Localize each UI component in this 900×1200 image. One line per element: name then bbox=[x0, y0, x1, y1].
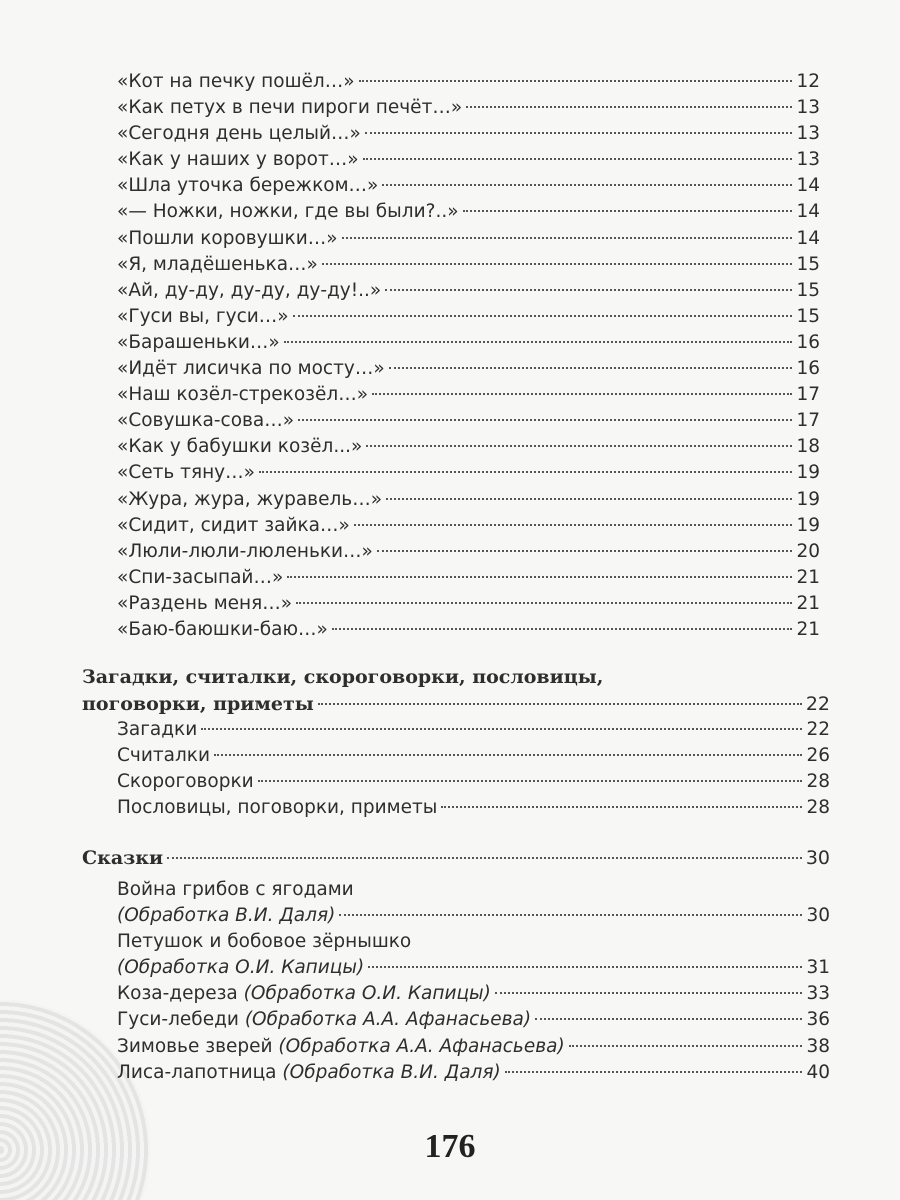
page-number: 176 bbox=[424, 1128, 476, 1165]
page-ref: 12 bbox=[796, 71, 820, 92]
dot-leader bbox=[342, 237, 793, 239]
page-ref: 26 bbox=[806, 745, 830, 767]
entry-title-text: «Ай, ду-ду, ду-ду, ду-ду!..» bbox=[117, 279, 382, 301]
entry-title-text: «Как у бабушки козёл...» bbox=[117, 436, 363, 458]
dot-leader bbox=[386, 498, 792, 500]
entry-title-text: «Люли-люли-люленьки…» bbox=[117, 540, 373, 562]
toc-entry[interactable] bbox=[0, 877, 830, 903]
dot-leader bbox=[382, 184, 792, 186]
entry-title bbox=[117, 617, 328, 643]
page-ref: 14 bbox=[796, 175, 820, 197]
toc-entry[interactable] bbox=[0, 539, 820, 565]
section-title: Сказки bbox=[82, 847, 164, 869]
toc-entry[interactable] bbox=[0, 304, 820, 330]
toc-entry[interactable] bbox=[0, 1007, 830, 1033]
entry-title-text: «Наш козёл-стрекозёл…» bbox=[117, 384, 369, 406]
toc-section-row[interactable] bbox=[82, 691, 830, 718]
entry-title-text: Считалки bbox=[117, 745, 211, 767]
entry-title bbox=[117, 795, 437, 821]
toc-entry[interactable] bbox=[0, 226, 820, 252]
toc-entry[interactable] bbox=[0, 903, 830, 929]
dot-leader bbox=[284, 341, 793, 343]
entry-title-text: «Раздень меня…» bbox=[117, 592, 293, 614]
entry-title-text: «Баю-баюшки-баю…» bbox=[117, 618, 328, 640]
toc-entry[interactable] bbox=[0, 434, 820, 460]
page-ref: 21 bbox=[796, 618, 820, 640]
entry-title bbox=[117, 565, 283, 591]
toc-section-tales bbox=[0, 845, 900, 1086]
entry-title bbox=[117, 95, 462, 121]
dot-leader bbox=[372, 393, 792, 395]
dot-leader bbox=[368, 966, 802, 968]
page-ref: 38 bbox=[806, 1035, 830, 1057]
entry-title bbox=[117, 304, 289, 330]
entry-title-text: «Как петух в печи пироги печёт…» bbox=[117, 97, 463, 119]
page-ref: 15 bbox=[796, 253, 820, 275]
entry-title bbox=[117, 69, 355, 95]
entry-title-text: «Гуси вы, гуси…» bbox=[117, 305, 289, 327]
entry-title-text: Война грибов с ягодами bbox=[117, 879, 354, 900]
dot-leader bbox=[365, 132, 793, 134]
entry-title bbox=[117, 743, 210, 769]
dot-leader bbox=[363, 158, 793, 160]
toc-entry[interactable] bbox=[0, 717, 830, 743]
page-ref: 18 bbox=[796, 436, 820, 458]
dot-leader bbox=[259, 471, 793, 473]
page-ref: 16 bbox=[796, 331, 820, 353]
page-ref: 19 bbox=[796, 462, 820, 484]
page-ref: 13 bbox=[796, 123, 820, 145]
page-ref: 22 bbox=[805, 693, 830, 715]
entry-title-text: «Совушка-сова…» bbox=[117, 410, 295, 432]
page-ref: 13 bbox=[796, 149, 820, 171]
section-title-line2: поговорки, приметы bbox=[82, 693, 314, 715]
dot-leader bbox=[354, 524, 793, 526]
entry-note: (Обработка О.И. Капицы) bbox=[117, 957, 365, 979]
page-ref: 21 bbox=[796, 566, 820, 588]
toc-entry[interactable] bbox=[0, 95, 820, 121]
entry-note: (Обработка О.И. Капицы) bbox=[243, 983, 491, 1005]
entry-title bbox=[117, 487, 382, 513]
toc-entry[interactable] bbox=[0, 147, 820, 173]
entry-title bbox=[117, 1007, 531, 1033]
toc-entry[interactable] bbox=[0, 513, 820, 539]
entry-title bbox=[117, 382, 368, 408]
entry-title-text: Пословицы, поговорки, приметы bbox=[117, 797, 438, 819]
toc-entry[interactable] bbox=[0, 173, 820, 199]
entry-note: (Обработка В.И. Даля) bbox=[282, 1061, 501, 1083]
toc-entry[interactable] bbox=[0, 199, 820, 225]
entry-title-text: «Как у наших у ворот…» bbox=[117, 149, 359, 171]
entry-title bbox=[117, 278, 381, 304]
entry-note: (Обработка В.И. Даля) bbox=[117, 905, 336, 927]
page-ref: 15 bbox=[796, 305, 820, 327]
toc-entry[interactable] bbox=[0, 460, 820, 486]
entry-title bbox=[117, 981, 491, 1007]
entry-title bbox=[117, 931, 411, 952]
toc-entry[interactable] bbox=[0, 278, 820, 304]
page-ref: 28 bbox=[806, 797, 830, 819]
toc-entry[interactable] bbox=[0, 795, 830, 821]
page-ref: 30 bbox=[806, 905, 830, 927]
dot-leader bbox=[366, 445, 792, 447]
toc-entry[interactable] bbox=[0, 617, 820, 643]
dot-leader bbox=[569, 1045, 803, 1047]
toc-entry[interactable] bbox=[0, 330, 820, 356]
page-ref: 31 bbox=[806, 957, 830, 979]
entry-note: (Обработка А.А. Афанасьева) bbox=[278, 1035, 565, 1057]
entry-title bbox=[117, 717, 197, 743]
entry-title bbox=[117, 252, 318, 278]
toc-entry[interactable] bbox=[0, 591, 820, 617]
dot-leader bbox=[466, 106, 792, 108]
entry-title-text: «Я, младёшенька…» bbox=[117, 253, 318, 275]
page-ref: 16 bbox=[796, 358, 820, 380]
toc-entry[interactable] bbox=[0, 356, 820, 382]
entry-title-text: Петушок и бобовое зёрнышко bbox=[117, 931, 412, 953]
entry-title-text: Скороговорки bbox=[117, 771, 254, 793]
page-ref: 20 bbox=[796, 540, 820, 562]
page-ref: 14 bbox=[796, 227, 820, 249]
entry-title-text: «Барашеньки…» bbox=[117, 331, 280, 353]
entry-title-text: Коза-дереза bbox=[117, 983, 238, 1005]
dot-leader bbox=[332, 628, 793, 630]
entry-title bbox=[117, 147, 359, 173]
toc-entry[interactable] bbox=[0, 1034, 830, 1060]
dot-leader bbox=[389, 367, 793, 369]
page-ref: 19 bbox=[796, 514, 820, 536]
entry-title bbox=[117, 769, 254, 795]
entry-title bbox=[117, 955, 364, 981]
page-ref: 19 bbox=[796, 488, 820, 510]
page-ref: 15 bbox=[796, 279, 820, 301]
page-ref: 40 bbox=[806, 1061, 830, 1083]
dot-leader bbox=[505, 1071, 803, 1073]
toc-section-row[interactable] bbox=[82, 845, 830, 872]
dot-leader bbox=[214, 754, 802, 756]
entry-title-text: «Сеть тяну…» bbox=[117, 462, 255, 484]
toc-entry[interactable] bbox=[0, 382, 820, 408]
page-ref: 33 bbox=[806, 983, 830, 1005]
page-ref: 21 bbox=[796, 592, 820, 614]
entry-title bbox=[117, 903, 335, 929]
toc-entry[interactable] bbox=[0, 121, 820, 147]
dot-leader bbox=[463, 210, 793, 212]
entry-note: (Обработка А.А. Афанасьева) bbox=[244, 1009, 532, 1031]
entry-title-text: «Шла уточка бережком…» bbox=[117, 175, 379, 197]
entry-title bbox=[117, 539, 373, 565]
page-ref: 17 bbox=[796, 384, 820, 406]
entry-title-text: «Сегодня день целый…» bbox=[117, 123, 361, 145]
toc-entry[interactable] bbox=[0, 743, 830, 769]
entry-title bbox=[117, 173, 378, 199]
dot-leader bbox=[293, 315, 793, 317]
dot-leader bbox=[385, 289, 792, 291]
entry-title bbox=[117, 356, 385, 382]
entry-title-text: Загадки bbox=[117, 719, 198, 740]
page-ref: 28 bbox=[806, 771, 830, 793]
dot-leader bbox=[318, 703, 802, 705]
section-title-line1: Загадки, считалки, скороговорки, пословицы, bbox=[82, 666, 604, 688]
dot-leader bbox=[377, 550, 793, 552]
entry-title-text: Зимовье зверей bbox=[117, 1035, 273, 1057]
entry-title-text: Гуси-лебеди bbox=[117, 1009, 239, 1031]
entry-title bbox=[117, 199, 459, 225]
toc-entry[interactable] bbox=[0, 769, 830, 795]
toc-entries bbox=[0, 69, 900, 643]
page-ref: 36 bbox=[806, 1009, 830, 1031]
page-ref: 22 bbox=[806, 719, 830, 740]
entry-title bbox=[117, 879, 354, 900]
entry-title bbox=[117, 591, 292, 617]
dot-leader bbox=[322, 263, 793, 265]
toc-entry[interactable] bbox=[0, 565, 820, 591]
dot-leader bbox=[201, 728, 802, 730]
entry-title-text: «Спи-засыпай…» bbox=[117, 566, 284, 588]
dot-leader bbox=[441, 806, 802, 808]
dot-leader bbox=[495, 992, 803, 994]
dot-leader bbox=[258, 780, 803, 782]
entry-title-text: «— Ножки, ножки, где вы были?..» bbox=[117, 201, 459, 223]
entry-title bbox=[117, 1060, 501, 1086]
page-ref: 13 bbox=[796, 97, 820, 119]
page-ref: 14 bbox=[796, 201, 820, 223]
dot-leader bbox=[296, 602, 792, 604]
dot-leader bbox=[535, 1018, 802, 1020]
entry-title-text: «Идёт лисичка по мосту…» bbox=[117, 358, 385, 380]
entry-title bbox=[117, 513, 350, 539]
toc-entry[interactable] bbox=[0, 487, 820, 513]
toc-entry[interactable] bbox=[0, 1060, 830, 1086]
entry-title-text: «Пошли коровушки…» bbox=[117, 227, 338, 249]
toc-entry[interactable] bbox=[0, 955, 830, 981]
toc-entry[interactable] bbox=[0, 69, 820, 95]
entry-title bbox=[117, 226, 338, 252]
entry-title bbox=[117, 330, 280, 356]
entry-title bbox=[117, 1034, 565, 1060]
toc-entry[interactable] bbox=[0, 981, 830, 1007]
entry-title bbox=[117, 408, 294, 434]
entry-title-text: «Жура, жура, журавель…» bbox=[117, 488, 383, 510]
page-ref: 30 bbox=[805, 847, 830, 869]
dot-leader bbox=[167, 857, 802, 859]
toc-entry[interactable] bbox=[0, 929, 830, 955]
dot-leader bbox=[298, 419, 792, 421]
toc-section-riddles bbox=[0, 664, 900, 821]
dot-leader bbox=[287, 576, 792, 578]
entry-title bbox=[117, 121, 361, 147]
dot-leader bbox=[339, 914, 802, 916]
dot-leader bbox=[359, 80, 793, 82]
toc-entry[interactable] bbox=[0, 252, 820, 278]
entry-title-text: «Сидит, сидит зайка…» bbox=[117, 514, 350, 536]
entry-title-text: Лиса-лапотница bbox=[117, 1061, 277, 1083]
toc-entry[interactable] bbox=[0, 408, 820, 434]
page-ref: 17 bbox=[796, 410, 820, 432]
entry-title bbox=[117, 434, 362, 460]
entry-title bbox=[117, 460, 255, 486]
entry-title-text: «Кот на печку пошёл…» bbox=[117, 71, 355, 92]
